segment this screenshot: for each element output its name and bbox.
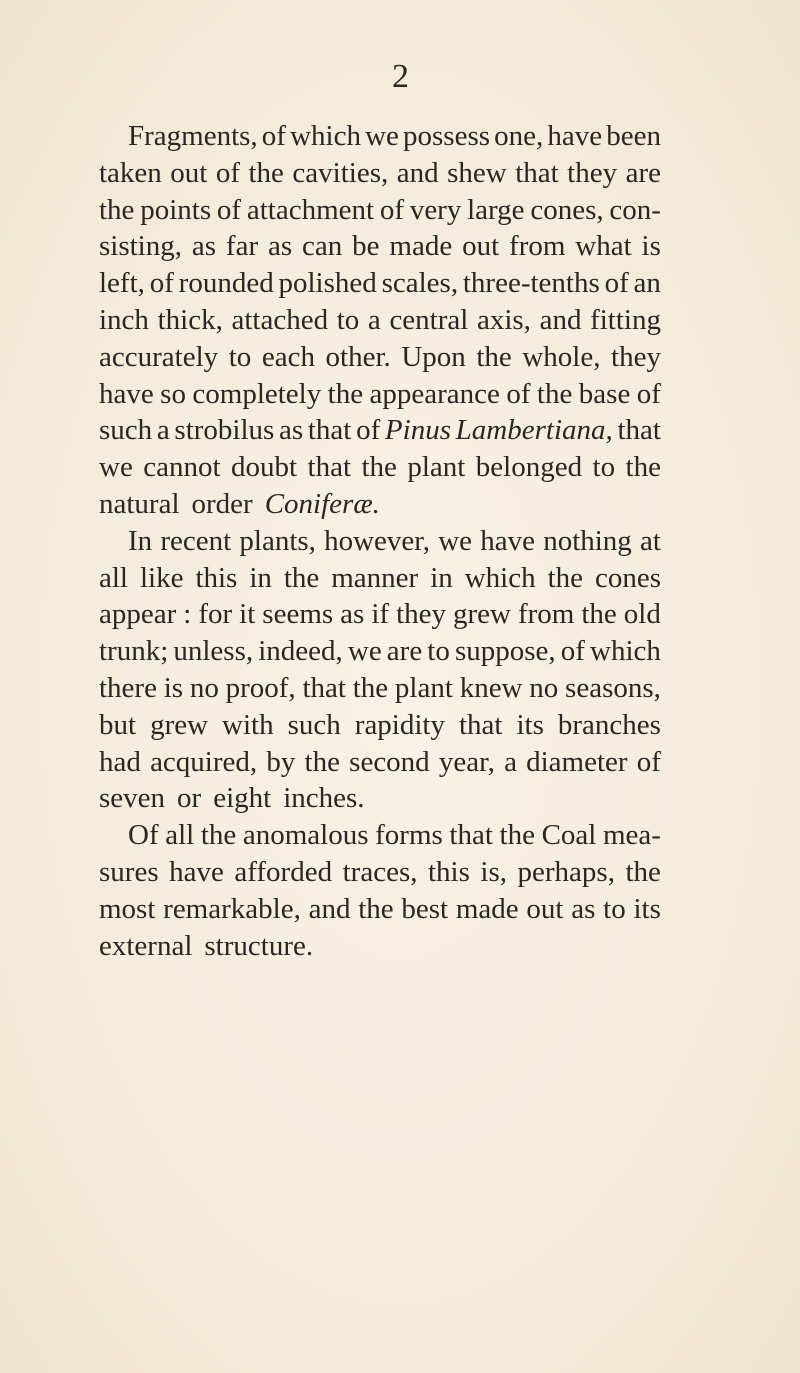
text-word: seasons, (565, 671, 661, 704)
text-word: they (396, 598, 446, 631)
text-word: the (283, 561, 320, 594)
text-word: which (290, 120, 361, 152)
text-word: that (307, 451, 352, 484)
text-word: points (140, 193, 212, 226)
text-word: is (641, 230, 661, 263)
text-word: traces, (342, 855, 418, 888)
text-word: left, (99, 267, 145, 300)
text-word: are (386, 635, 423, 668)
text-line (99, 376, 661, 413)
text-word: to (336, 303, 360, 336)
text-word: natural (99, 487, 180, 520)
text-word: attached (231, 303, 329, 336)
text-word: and (396, 156, 439, 189)
text-word: knew (459, 671, 523, 704)
text-word: which (464, 561, 536, 594)
text-word: by (266, 745, 296, 778)
text-line (99, 449, 661, 486)
text-line (99, 854, 661, 891)
text-line (99, 928, 661, 965)
text-word: but (99, 708, 137, 741)
text-word: afforded (234, 855, 333, 888)
text-word: made (455, 892, 519, 925)
text-word: a (504, 745, 517, 778)
text-word: trunk; (99, 635, 169, 668)
text-word: what (575, 230, 632, 263)
text-word: have (99, 377, 154, 410)
text-word: remarkable, (163, 892, 301, 925)
text-word: proof, (225, 671, 296, 704)
text-word: of (379, 193, 405, 226)
text-word: accurately (99, 340, 219, 373)
text-word: of (506, 377, 531, 410)
text-word: all (99, 561, 128, 594)
text-word: can (302, 230, 343, 263)
text-word: all (165, 819, 195, 852)
text-line (99, 707, 661, 744)
text-line (99, 596, 661, 633)
text-word: the (327, 377, 364, 410)
text-word: acquired, (150, 745, 258, 778)
text-word: other. (325, 340, 391, 373)
text-word: of (215, 156, 241, 189)
body-text (99, 118, 661, 964)
text-word: three-tenths (462, 267, 600, 300)
text-word: at (640, 524, 661, 557)
text-word: cannot (143, 451, 221, 484)
text-word: second (349, 745, 430, 778)
text-word: of (216, 193, 242, 226)
text-word: as (279, 414, 304, 447)
text-word: whole, (522, 340, 601, 373)
text-word: plant (394, 671, 453, 704)
text-line (99, 780, 661, 817)
text-line (99, 486, 661, 523)
text-word: plants, (239, 524, 316, 557)
text-word: inch (99, 303, 149, 336)
text-word: very (409, 193, 462, 226)
text-word: are (625, 156, 661, 189)
text-word: rounded (178, 267, 274, 300)
text-word: doubt (231, 451, 298, 484)
text-word: structure. (204, 929, 314, 962)
text-line (99, 302, 661, 339)
text-word: fitting (590, 303, 661, 336)
text-word: it (239, 598, 256, 631)
text-word: Coniferæ. (264, 487, 380, 520)
text-word: manner (331, 561, 419, 594)
text-word: most (99, 892, 156, 925)
text-line (99, 155, 661, 192)
text-word: as (267, 230, 293, 263)
text-word: Fragments, (128, 120, 258, 152)
text-word: of (604, 267, 629, 300)
text-word: of (636, 377, 661, 410)
text-word: indeed, (258, 635, 343, 668)
text-word: from (509, 230, 566, 263)
text-word: best (401, 892, 449, 925)
text-word: the (625, 855, 661, 888)
text-line (99, 744, 661, 781)
text-word: however, (324, 524, 431, 557)
text-word: in (430, 561, 453, 594)
text-word: the (625, 451, 661, 484)
text-word: eight (213, 782, 272, 815)
text-word: the (361, 451, 397, 484)
text-word: that (515, 156, 559, 189)
text-word: have (480, 524, 535, 557)
text-word: its (516, 708, 544, 741)
text-line (99, 523, 661, 560)
text-word: if (371, 598, 390, 631)
text-word: the (499, 819, 535, 852)
text-word: we (438, 524, 473, 557)
text-word: of (261, 120, 286, 152)
text-word: no (189, 671, 219, 704)
text-word: Upon (401, 340, 466, 373)
text-word: possess (403, 120, 491, 152)
text-word: polished (278, 267, 377, 300)
text-word: recent (160, 524, 232, 557)
text-word: sisting, (99, 230, 182, 263)
text-word: Pinus (384, 414, 451, 447)
text-word: large (467, 193, 525, 226)
text-word: belonged (475, 451, 583, 484)
text-word: is, (480, 855, 508, 888)
text-word: con- (609, 193, 661, 226)
text-word: such (287, 708, 341, 741)
text-word: to (228, 340, 252, 373)
text-word: branches (557, 708, 661, 741)
text-word: cones (594, 561, 661, 594)
text-word: that (449, 819, 493, 852)
text-line (99, 891, 661, 928)
text-word: a (156, 414, 170, 447)
text-word: unless, (173, 635, 254, 668)
text-word: we (347, 635, 382, 668)
text-word: have (169, 855, 224, 888)
text-word: the (304, 745, 340, 778)
text-word: be (352, 230, 380, 263)
text-word: strobilus (174, 414, 275, 447)
text-word: mea- (602, 819, 661, 852)
text-word: nothing (543, 524, 632, 557)
text-word: which (590, 635, 661, 668)
text-word: that (302, 671, 346, 704)
text-word: order (191, 487, 253, 520)
text-word: the (547, 561, 583, 594)
text-word: out (462, 230, 500, 263)
text-word: an (633, 267, 661, 300)
text-word: in (249, 561, 272, 594)
text-word: far (225, 230, 259, 263)
text-word: as (191, 230, 217, 263)
text-word: of (149, 267, 174, 300)
text-line (99, 228, 661, 265)
text-word: made (389, 230, 453, 263)
text-word: with (222, 708, 274, 741)
text-word: appearance (369, 377, 500, 410)
text-word: Lambertiana, (455, 414, 613, 447)
text-word: from (517, 598, 575, 631)
text-word: old (623, 598, 661, 631)
text-word: year, (438, 745, 495, 778)
text-word: of (636, 745, 661, 778)
text-word: appear (99, 598, 177, 631)
text-word: inches. (283, 782, 365, 815)
text-word: perhaps, (517, 855, 615, 888)
text-word: external (99, 929, 193, 962)
text-word: the (581, 598, 617, 631)
text-word: such (99, 414, 153, 447)
text-word: the (99, 193, 135, 226)
text-word: axis, (476, 303, 531, 336)
text-word: this (428, 855, 470, 888)
text-word: like (139, 561, 184, 594)
text-word: attachment (246, 193, 375, 226)
text-word: we (99, 451, 133, 484)
text-line (99, 412, 661, 449)
text-line (99, 339, 661, 376)
text-word: that (458, 708, 503, 741)
text-word: the (200, 819, 237, 852)
text-word: the (352, 671, 389, 704)
text-line (99, 817, 661, 854)
text-word: : (183, 598, 192, 631)
text-word: they (611, 340, 661, 373)
page-number: 2 (392, 58, 409, 95)
text-word: forms (375, 819, 443, 852)
text-word: to (603, 892, 626, 925)
text-word: Coal (541, 819, 597, 852)
text-word: had (99, 745, 141, 778)
text-word: there (99, 671, 157, 704)
text-word: suppose, (454, 635, 556, 668)
text-word: its (633, 892, 661, 925)
text-word: central (389, 303, 469, 336)
text-word: the (476, 340, 512, 373)
text-line (99, 265, 661, 302)
text-word: as (571, 892, 596, 925)
text-word: cones, (530, 193, 604, 226)
text-word: is (163, 671, 184, 704)
text-word: the (536, 377, 573, 410)
text-word: out (170, 156, 208, 189)
text-word: of (356, 414, 381, 447)
text-word: seven (99, 782, 166, 815)
text-word: one, (494, 120, 544, 152)
text-word: rapidity (354, 708, 445, 741)
text-word: the (248, 156, 284, 189)
text-word: thick, (157, 303, 223, 336)
text-word: to (427, 635, 450, 668)
text-line (99, 670, 661, 707)
text-word: been (606, 120, 661, 152)
text-word: have (547, 120, 603, 152)
text-word: grew (150, 708, 209, 741)
text-line (99, 633, 661, 670)
text-word: that (617, 414, 661, 447)
text-word: so (160, 377, 186, 410)
text-word: Of (128, 819, 159, 852)
text-word: plant (407, 451, 466, 484)
text-word: we (365, 120, 399, 152)
text-word: base (578, 377, 631, 410)
text-word: out (526, 892, 564, 925)
text-word: and (308, 892, 351, 925)
text-word: anomalous (242, 819, 369, 852)
text-line (99, 560, 661, 597)
text-word: completely (192, 377, 322, 410)
text-word: taken (99, 156, 162, 189)
text-word: and (539, 303, 582, 336)
text-word: a (367, 303, 381, 336)
text-word: cavities, (292, 156, 389, 189)
text-word: as (340, 598, 365, 631)
text-word: or (177, 782, 202, 815)
text-word: In (128, 524, 153, 557)
text-word: to (592, 451, 616, 484)
text-word: sures (99, 855, 159, 888)
text-word: of (560, 635, 585, 668)
text-line (99, 118, 661, 155)
text-word: seems (262, 598, 334, 631)
text-word: this (195, 561, 238, 594)
text-word: the (358, 892, 394, 925)
text-word: grew (453, 598, 511, 631)
text-word: shew (447, 156, 507, 189)
text-word: each (261, 340, 315, 373)
text-word: for (198, 598, 233, 631)
text-word: no (529, 671, 559, 704)
text-word: scales, (381, 267, 459, 300)
text-word: they (567, 156, 618, 189)
text-word: that (307, 414, 352, 447)
text-line (99, 192, 661, 229)
text-word: diameter (526, 745, 628, 778)
